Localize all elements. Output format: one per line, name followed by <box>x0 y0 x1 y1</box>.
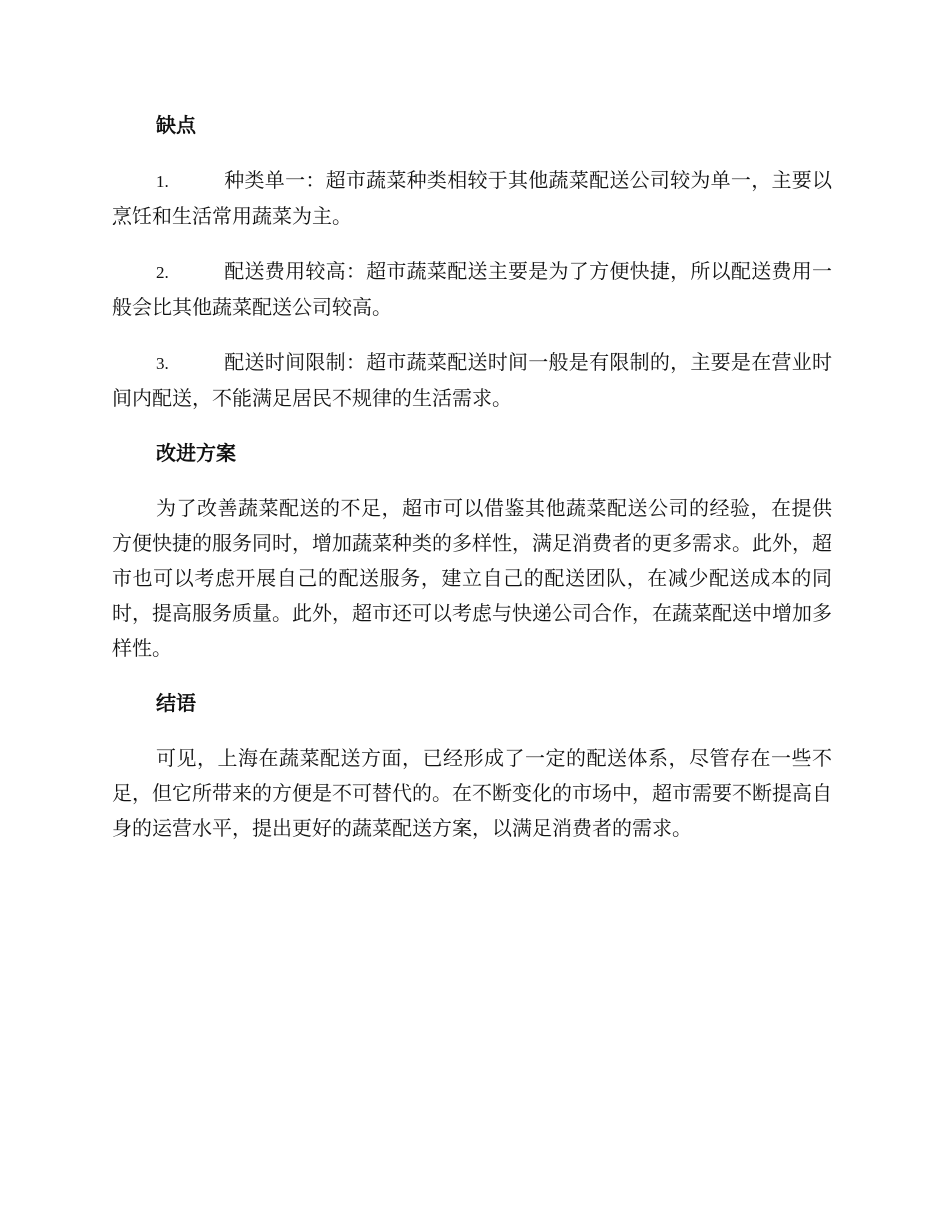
list-text: 配送费用较高：超市蔬菜配送主要是为了方便快捷，所以配送费用一般会比其他蔬菜配送公司较高。 <box>112 259 832 319</box>
list-number: 3. <box>156 354 169 373</box>
list-item <box>112 163 832 234</box>
list-number: 2. <box>156 263 169 282</box>
heading-improvement: 改进方案 <box>156 441 236 465</box>
list-item <box>112 254 832 325</box>
document-body <box>112 108 832 866</box>
list-number: 1. <box>156 172 169 191</box>
list-item <box>112 345 832 416</box>
heading-drawbacks: 缺点 <box>156 113 196 137</box>
list-text: 种类单一：超市蔬菜种类相较于其他蔬菜配送公司较为单一，主要以烹饪和生活常用蔬菜为主。 <box>112 168 832 228</box>
paragraph-improvement: 为了改善蔬菜配送的不足，超市可以借鉴其他蔬菜配送公司的经验，在提供方便快捷的服务同时，增加蔬菜种类的多样性，满足消费者的更多需求。此外，超市也可以考虑开展自己的配送服务，建立自己的配送团队，在减少配送成本的同时，提高服务质量。此外，超市还可以考虑与快递公司合作，在蔬菜配送中增加多样性。 <box>112 496 832 660</box>
list-text: 配送时间限制：超市蔬菜配送时间一般是有限制的，主要是在营业时间内配送，不能满足居民不规律的生活需求。 <box>112 350 832 410</box>
heading-conclusion: 结语 <box>156 691 196 715</box>
paragraph-conclusion: 可见，上海在蔬菜配送方面，已经形成了一定的配送体系，尽管存在一些不足，但它所带来的方便是不可替代的。在不断变化的市场中，超市需要不断提高自身的运营水平，提出更好的蔬菜配送方案，以满足消费者的需求。 <box>112 746 832 840</box>
